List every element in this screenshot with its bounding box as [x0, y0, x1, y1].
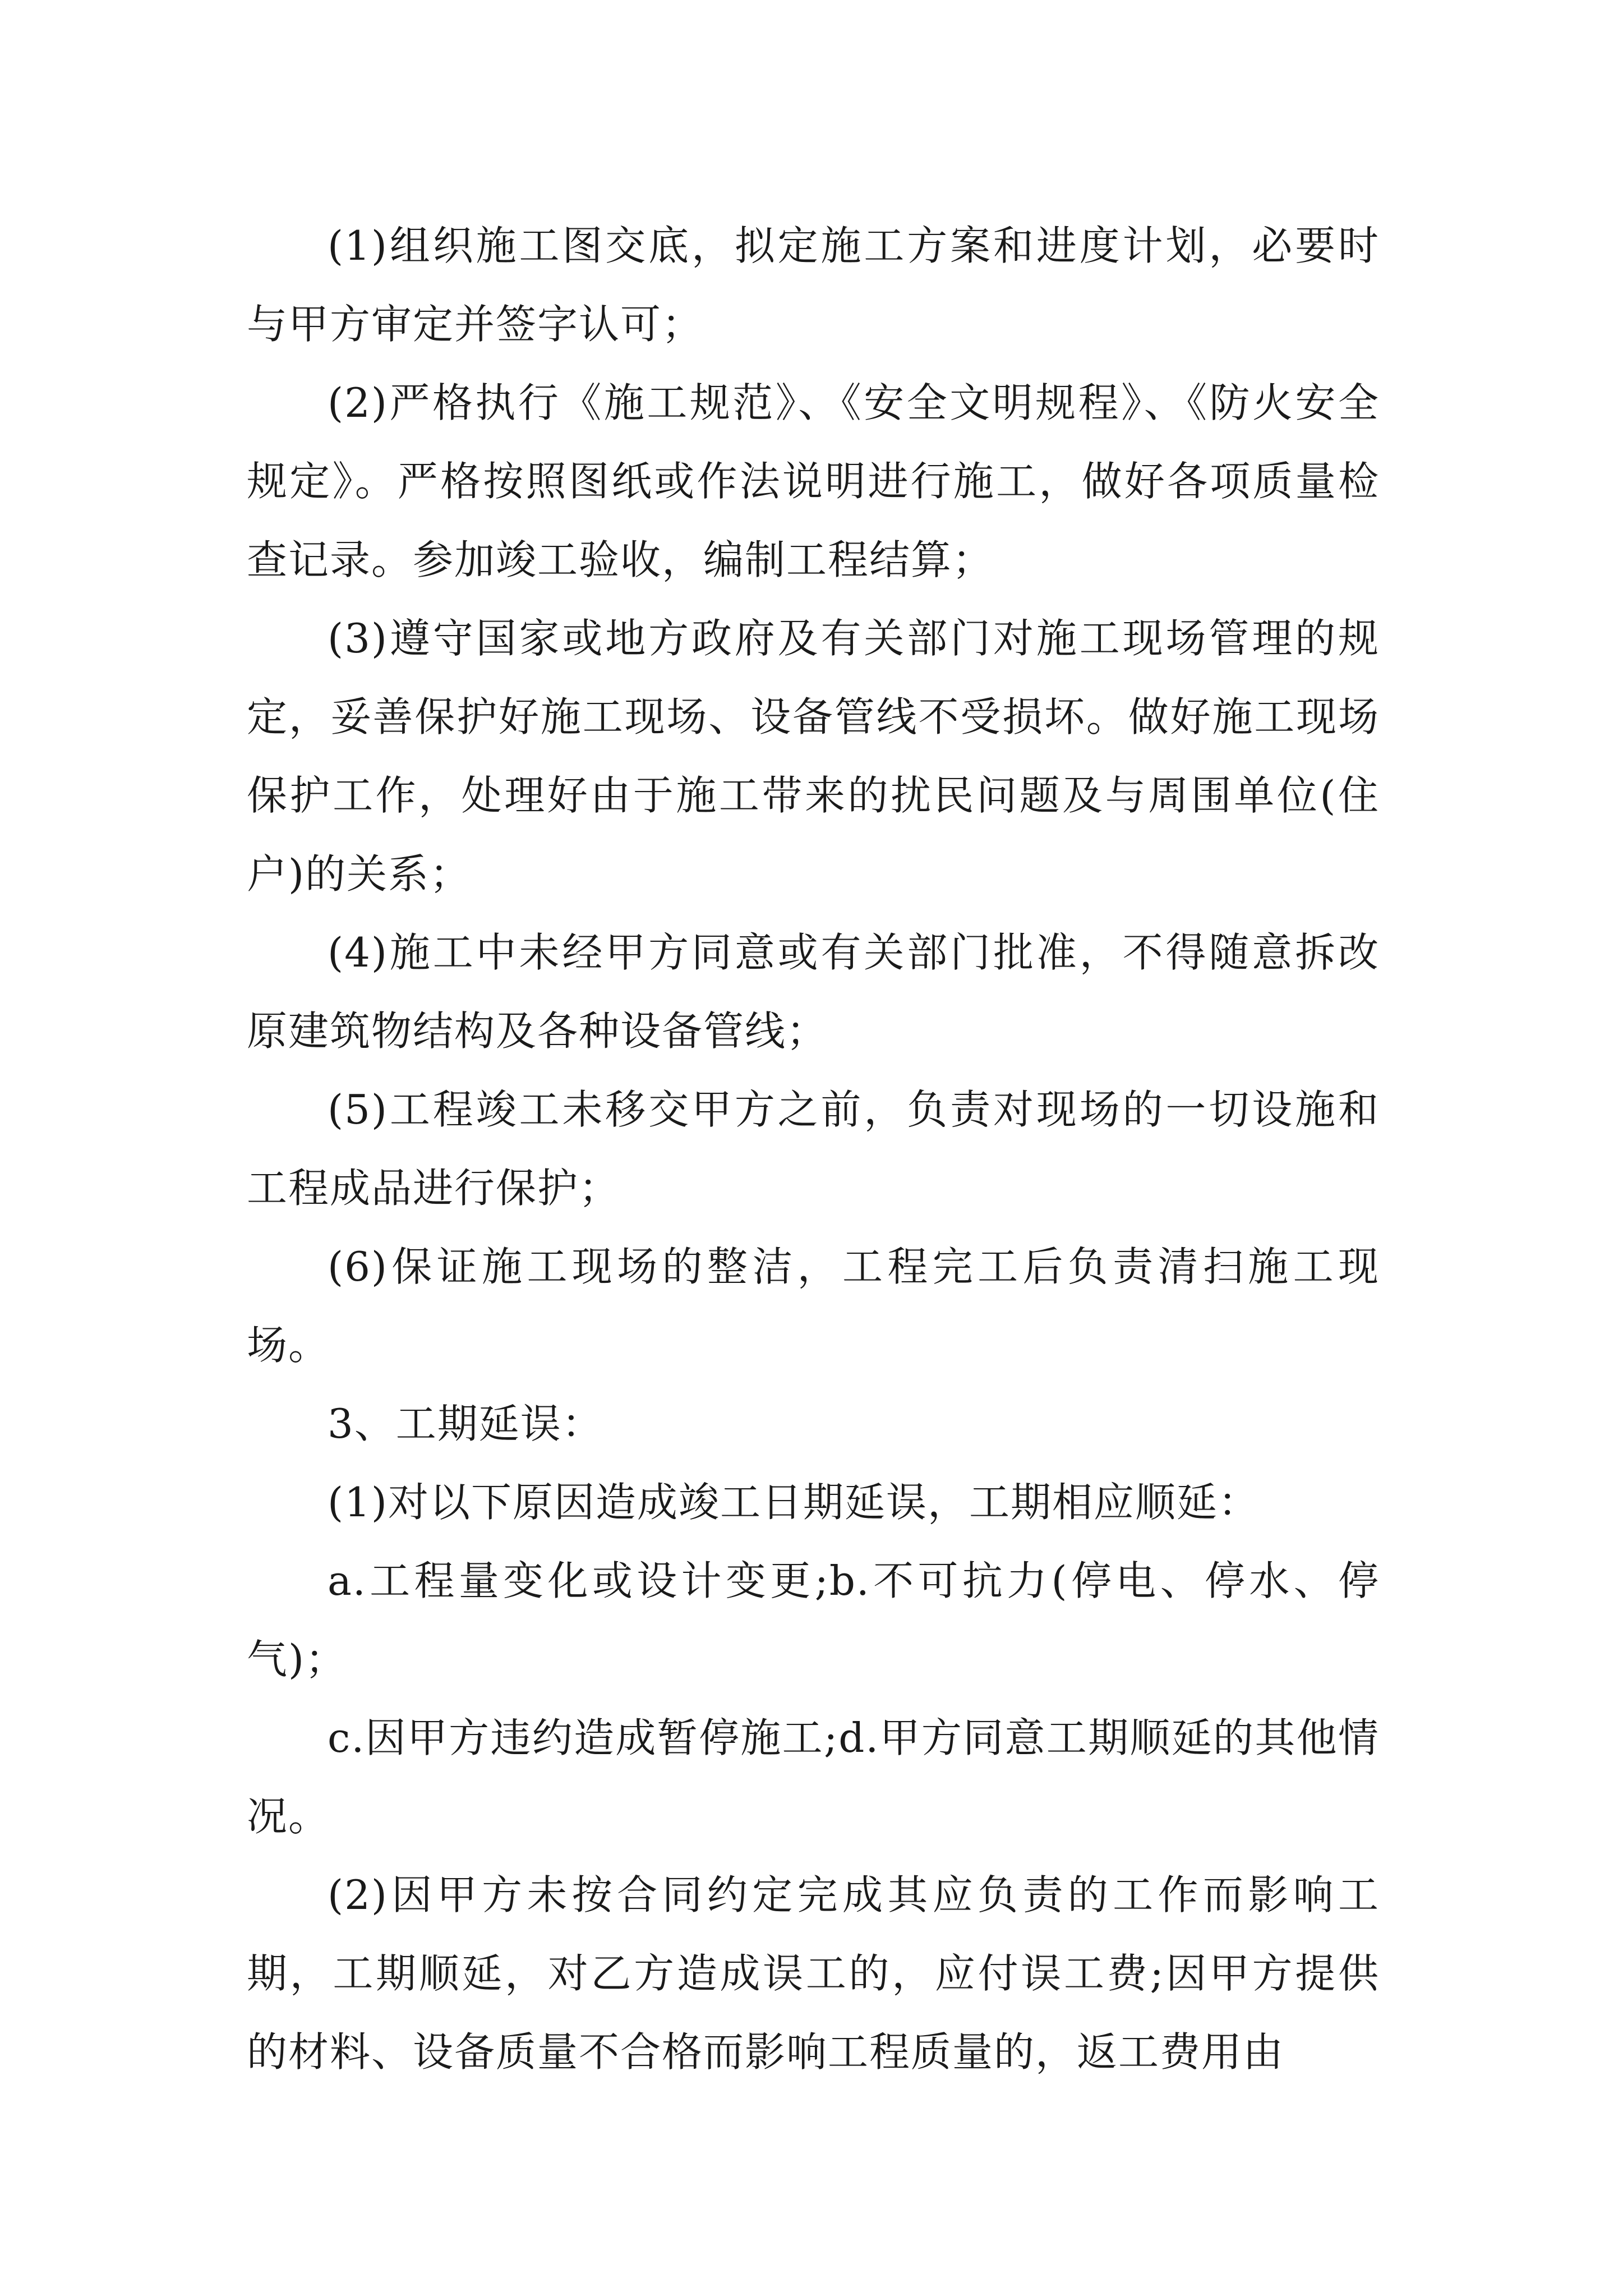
paragraph-1: (1)组织施工图交底，拟定施工方案和进度计划，必要时与甲方审定并签字认可；: [247, 222, 1380, 348]
paragraph-8: a.工程量变化或设计变更;b.不可抗力(停电、停水、停气)；: [247, 1557, 1380, 1683]
paragraph-10: (2)因甲方未按合同约定完成其应负责的工作而影响工期，工期顺延，对乙方造成误工的，应付误工费;因甲方提供的材料、设备质量不合格而影响工程质量的，返工费用由: [247, 1871, 1380, 2076]
paragraph-7: (1)对以下原因造成竣工日期延误，工期相应顺延：: [328, 1479, 1260, 1526]
paragraph-2: (2)严格执行《施工规范》、《安全文明规程》、《防火安全规定》。严格按照图纸或作法说明进行施工，做好各项质量检查记录。参加竣工验收，编制工程结算；: [247, 379, 1380, 583]
paragraph-9: c.因甲方违约造成暂停施工;d.甲方同意工期顺延的其他情况。: [247, 1714, 1380, 1840]
paragraph-5: (5)工程竣工未移交甲方之前，负责对现场的一切设施和工程成品进行保护；: [247, 1086, 1380, 1212]
document-body: [247, 206, 1380, 2091]
section-heading-delay: 3、工期延误：: [328, 1400, 603, 1447]
paragraph-4: (4)施工中未经甲方同意或有关部门批准，不得随意拆改原建筑物结构及各种设备管线；: [247, 929, 1380, 1055]
paragraph-6: (6)保证施工现场的整洁，工程完工后负责清扫施工现场。: [247, 1243, 1380, 1369]
paragraph-3: (3)遵守国家或地方政府及有关部门对施工现场管理的规定，妥善保护好施工现场、设备管线不受损坏。做好施工现场保护工作，处理好由于施工带来的扰民问题及与周围单位(住户)的关系；: [247, 615, 1380, 898]
